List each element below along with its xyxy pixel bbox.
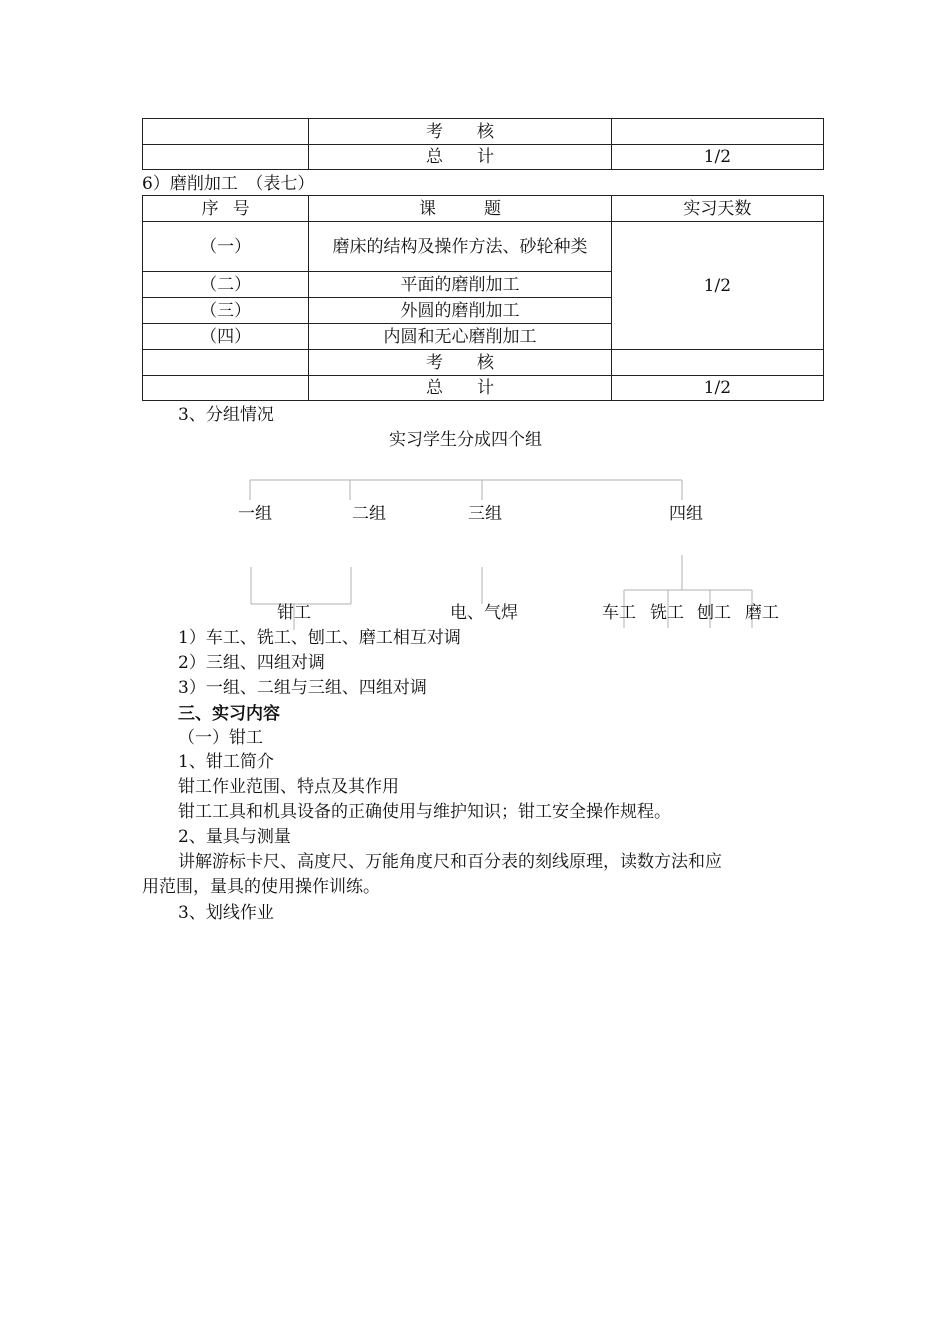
- group-label: 三组: [468, 504, 502, 524]
- table-cell: 磨床的结构及操作方法、砂轮种类: [309, 222, 611, 272]
- note-line: 3）一组、二组与三组、四组对调: [178, 678, 427, 698]
- section-title: 6）磨削加工 （表七）: [142, 174, 315, 194]
- item-heading: 2、量具与测量: [178, 827, 291, 847]
- table-cell: [309, 145, 611, 170]
- grinding-table: [142, 195, 824, 401]
- section-heading: 三、实习内容: [178, 704, 280, 724]
- header-text: 题: [483, 198, 501, 219]
- table-row: [143, 376, 824, 401]
- table-cell: [611, 350, 823, 376]
- cell-text: 计: [476, 378, 494, 398]
- table-cell: 1/2: [611, 376, 823, 401]
- group-label: 四组: [669, 504, 703, 524]
- leaf-label: 电、气焊: [450, 603, 518, 623]
- leaf-label: 铣工: [650, 603, 684, 623]
- table-cell: 外圆的磨削加工: [309, 298, 611, 324]
- table-cell: 内圆和无心磨削加工: [309, 324, 611, 350]
- cell-text: 核: [476, 352, 494, 373]
- org-root-label: 实习学生分成四个组: [389, 430, 542, 450]
- header-cell: [143, 196, 309, 222]
- header-cell: [309, 196, 611, 222]
- grouping-heading: 3、分组情况: [178, 405, 274, 425]
- cell-text: 总: [425, 147, 443, 167]
- paragraph-line: 用范围，量具的使用操作训练。: [142, 877, 380, 897]
- table-cell: 平面的磨削加工: [309, 272, 611, 298]
- table-cell: [143, 119, 309, 145]
- table-cell: [309, 119, 611, 145]
- table-cell: [143, 145, 309, 170]
- subsection-heading: （一）钳工: [178, 728, 263, 748]
- table-cell: 1/2: [611, 145, 823, 170]
- table-cell: [143, 376, 309, 401]
- cell-text: 核: [476, 121, 494, 142]
- group-label: 二组: [352, 504, 386, 524]
- group-label: 一组: [238, 504, 272, 524]
- table-row: [143, 350, 824, 376]
- header-text: 序: [201, 198, 219, 219]
- paragraph-line: 钳工工具和机具设备的正确使用与维护知识；钳工安全操作规程。: [178, 802, 671, 822]
- table-cell: [611, 119, 823, 145]
- paragraph-line: 讲解游标卡尺、高度尺、万能角度尺和百分表的刻线原理，读数方法和应: [178, 852, 722, 872]
- cell-text: 总: [425, 378, 443, 398]
- table-row: [143, 119, 824, 145]
- table-cell: [309, 376, 611, 401]
- note-line: 2）三组、四组对调: [178, 653, 325, 673]
- leaf-label: 钳工: [277, 603, 311, 623]
- cell-text: 考: [425, 352, 443, 373]
- table-cell: （三）: [143, 298, 309, 324]
- table-cell: [309, 350, 611, 376]
- header-cell: 实习天数: [611, 196, 823, 222]
- table-header-row: [143, 196, 824, 222]
- table-cell: （二）: [143, 272, 309, 298]
- header-text: 课: [418, 198, 436, 219]
- table-row: [143, 145, 824, 170]
- cell-text: 计: [476, 147, 494, 167]
- merged-days-cell: 1/2: [611, 222, 823, 350]
- item-heading: 1、钳工简介: [178, 752, 274, 772]
- previous-table-tail: [142, 118, 824, 170]
- table-row: [143, 222, 824, 272]
- note-line: 1）车工、铣工、刨工、磨工相互对调: [178, 628, 461, 648]
- leaf-label: 磨工: [745, 603, 779, 623]
- paragraph-line: 钳工作业范围、特点及其作用: [178, 777, 399, 797]
- item-heading: 3、划线作业: [178, 903, 274, 923]
- table-cell: （四）: [143, 324, 309, 350]
- table-cell: （一）: [143, 222, 309, 272]
- header-text: 号: [232, 198, 250, 219]
- table-cell: [143, 350, 309, 376]
- cell-text: 考: [425, 121, 443, 142]
- leaf-label: 刨工: [697, 603, 731, 623]
- leaf-label: 车工: [602, 603, 636, 623]
